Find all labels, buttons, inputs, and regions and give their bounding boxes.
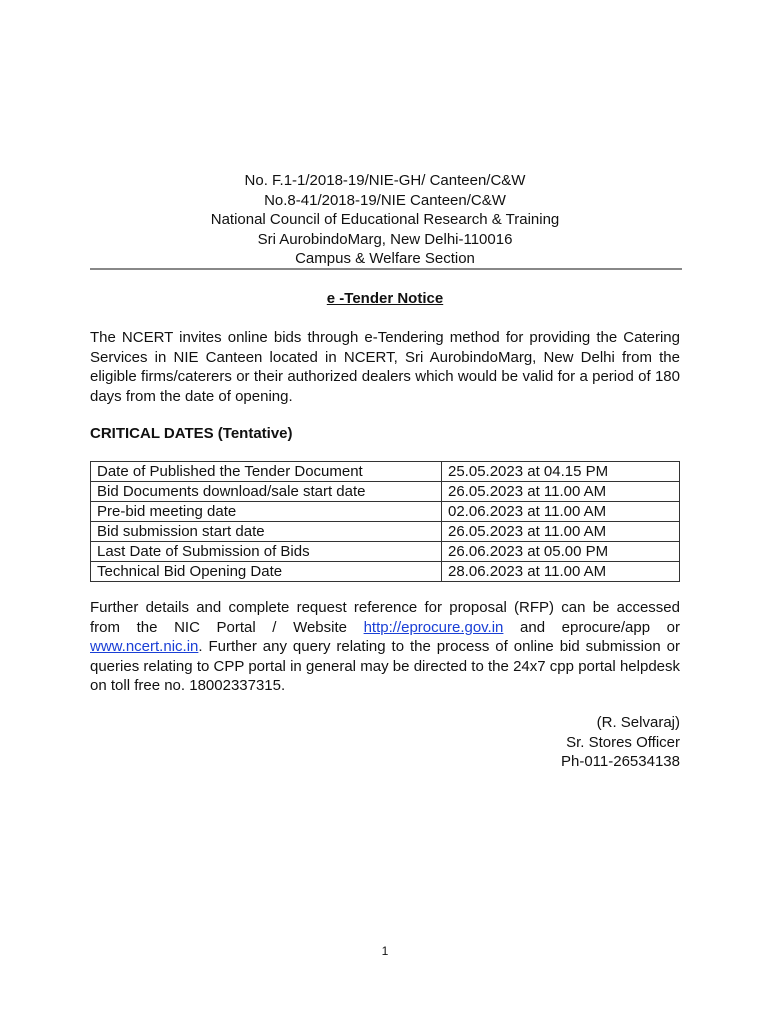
critical-dates-heading: CRITICAL DATES (Tentative) bbox=[90, 425, 293, 442]
date-value: 02.06.2023 at 11.00 AM bbox=[442, 502, 680, 522]
further-text-1: Further details and complete request reference for proposal (RFP) can be accessed from the NIC Portal / Website bbox=[90, 599, 680, 636]
critical-dates-table bbox=[90, 461, 680, 582]
table-row bbox=[91, 522, 680, 542]
organization-address: Sri AurobindoMarg, New Delhi-110016 bbox=[257, 230, 513, 248]
header-divider bbox=[90, 268, 682, 270]
letter-header bbox=[90, 171, 680, 269]
date-label: Technical Bid Opening Date bbox=[91, 562, 442, 582]
date-value: 26.05.2023 at 11.00 AM bbox=[442, 482, 680, 502]
table-row bbox=[91, 462, 680, 482]
date-value: 26.06.2023 at 05.00 PM bbox=[442, 542, 680, 562]
date-value: 28.06.2023 at 11.00 AM bbox=[442, 562, 680, 582]
signature-block bbox=[480, 713, 680, 772]
file-number-1: No. F.1-1/2018-19/NIE-GH/ Canteen/C&W bbox=[244, 172, 526, 189]
table-row bbox=[91, 502, 680, 522]
page-number: 1 bbox=[381, 944, 389, 958]
table-row bbox=[91, 542, 680, 562]
date-label: Date of Published the Tender Document bbox=[91, 462, 442, 482]
intro-paragraph: The NCERT invites online bids through e-Tendering method for providing the Catering Services in NIE Canteen located in NCERT, Sri AurobindoMarg, New Delhi from the eligible firms/caterers or their authorized dealers which would be valid for a period of 180 days from the date of opening. bbox=[90, 329, 680, 405]
further-details-paragraph bbox=[90, 598, 680, 696]
ncert-link[interactable]: www.ncert.nic.in bbox=[90, 638, 199, 655]
table-row bbox=[91, 562, 680, 582]
signatory-designation: Sr. Stores Officer bbox=[566, 733, 680, 751]
notice-title: e -Tender Notice bbox=[326, 290, 444, 307]
date-value: 25.05.2023 at 04.15 PM bbox=[442, 462, 680, 482]
organization-name: National Council of Educational Research & Training bbox=[210, 211, 560, 229]
signatory-name: (R. Selvaraj) bbox=[596, 714, 680, 731]
date-label: Bid Documents download/sale start date bbox=[91, 482, 442, 502]
date-value: 26.05.2023 at 11.00 AM bbox=[442, 522, 680, 542]
table-row bbox=[91, 482, 680, 502]
further-text-2: and eprocure/app or bbox=[503, 618, 680, 636]
date-label: Pre-bid meeting date bbox=[91, 502, 442, 522]
date-label: Last Date of Submission of Bids bbox=[91, 542, 442, 562]
file-number-2: No.8-41/2018-19/NIE Canteen/C&W bbox=[264, 191, 506, 209]
section-name: Campus & Welfare Section bbox=[295, 250, 475, 268]
date-label: Bid submission start date bbox=[91, 522, 442, 542]
signatory-phone: Ph-011-26534138 bbox=[561, 753, 680, 770]
eprocure-link[interactable]: http://eprocure.gov.in bbox=[363, 618, 504, 636]
further-text-3: . Further any query relating to the process of online bid submission or queries relating to CPP portal in general may be directed to the 24x7 cpp portal helpdesk on toll free no. 18002337315. bbox=[90, 638, 680, 694]
